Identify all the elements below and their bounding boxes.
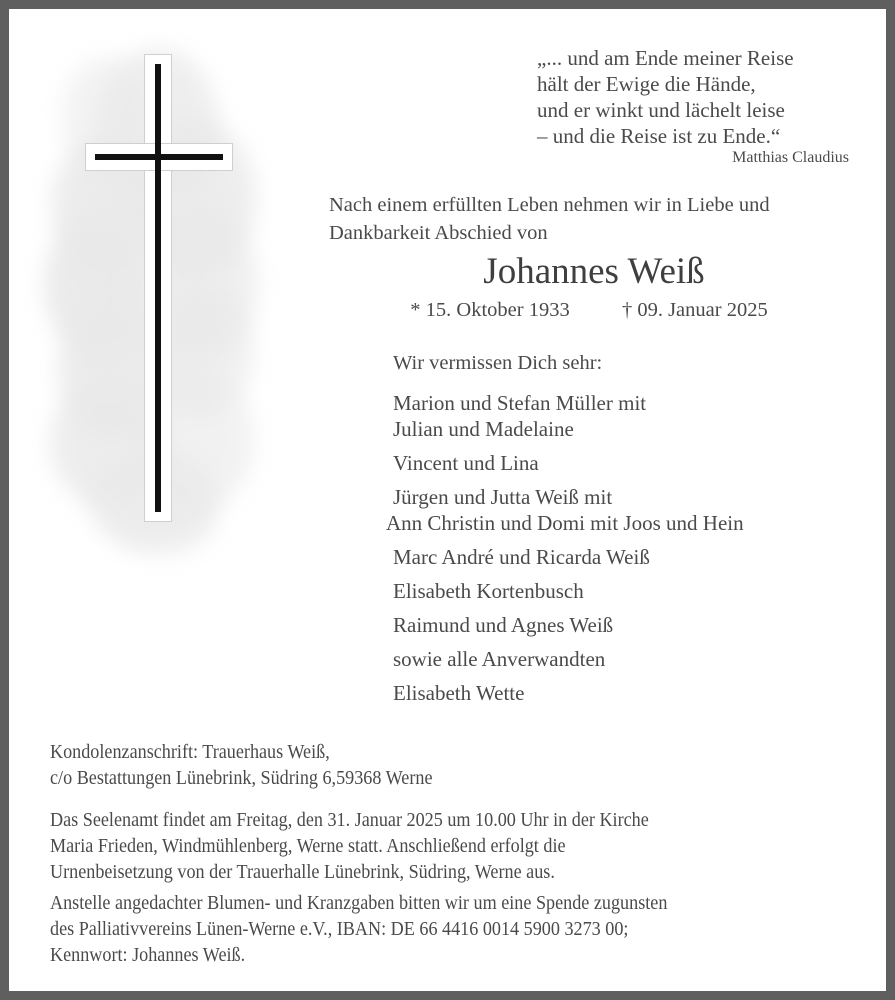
survivor-group (393, 450, 863, 476)
death-date: 09. Januar 2025 (637, 299, 768, 321)
intro-line: Dankbarkeit Abschied von (329, 222, 548, 244)
cross-vertical-bar (155, 64, 161, 512)
service-line: Urnenbeisetzung von der Trauerhalle Lünebrink, Südring, Werne aus. (50, 862, 555, 883)
survivor-group (393, 612, 863, 638)
survivors-list (386, 390, 863, 706)
cloud-wisp (170, 160, 226, 390)
survivor-group (393, 578, 863, 604)
deceased-name: Johannes Weiß (483, 251, 705, 292)
birth-date: 15. Oktober 1933 (425, 299, 570, 321)
condolence-line: c/o Bestattungen Lünebrink, Südring 6,59368 Werne (50, 768, 433, 789)
service-line: Das Seelenamt findet am Freitag, den 31. Januar 2025 um 10.00 Uhr in der Kirche (50, 810, 649, 831)
survivor-line: Raimund und Agnes Weiß (393, 613, 614, 637)
cross-horizontal-bar (95, 154, 223, 160)
life-dates (329, 297, 849, 323)
survivor-line: Elisabeth Wette (393, 681, 525, 705)
condolence-address (50, 740, 803, 792)
memorial-quote (537, 45, 857, 149)
donation-line: des Palliativvereins Lünen-Werne e.V., IBAN: DE 66 4416 0014 5900 3273 00; (50, 919, 629, 940)
quote-line: und er winkt und lächelt leise (537, 98, 785, 122)
survivors-label: Wir vermissen Dich sehr: (393, 352, 603, 374)
condolence-line: Kondolenzanschrift: Trauerhaus Weiß, (50, 742, 330, 763)
survivor-group (393, 680, 863, 706)
survivor-line: Ann Christin und Domi mit Joos und Hein (386, 511, 744, 535)
survivor-group (393, 390, 863, 442)
survivor-group (393, 646, 863, 672)
survivor-line: Elisabeth Kortenbusch (393, 579, 584, 603)
survivor-line: Vincent und Lina (393, 451, 539, 475)
intro-text (329, 191, 859, 247)
quote-line: – und die Reise ist zu Ende.“ (537, 124, 781, 148)
christian-cross-icon (40, 40, 285, 540)
donation-line: Kennwort: Johannes Weiß. (50, 945, 246, 966)
quote-line: hält der Ewige die Hände, (537, 72, 756, 96)
death-symbol: † (621, 299, 633, 321)
survivor-line: Marc André und Ricarda Weiß (393, 545, 650, 569)
service-details (50, 808, 803, 886)
birth-symbol: * (410, 299, 421, 321)
survivor-group (386, 484, 863, 536)
service-line: Maria Frieden, Windmühlenberg, Werne statt. Anschließend erfolgt die (50, 836, 566, 857)
quote-line: „... und am Ende meiner Reise (537, 46, 794, 70)
survivor-line: Julian und Madelaine (393, 417, 574, 441)
cloud-wisp (80, 180, 140, 390)
donation-line: Anstelle angedachter Blumen- und Kranzgaben bitten wir um eine Spende zugunsten (50, 893, 668, 914)
survivor-line: Marion und Stefan Müller mit (393, 391, 647, 415)
survivor-line: sowie alle Anverwandten (393, 647, 606, 671)
intro-line: Nach einem erfüllten Leben nehmen wir in Liebe und (329, 194, 770, 216)
quote-author: Matthias Claudius (732, 149, 849, 166)
donation-request (50, 891, 803, 969)
survivor-line: Jürgen und Jutta Weiß mit (393, 485, 613, 509)
survivor-group (393, 544, 863, 570)
